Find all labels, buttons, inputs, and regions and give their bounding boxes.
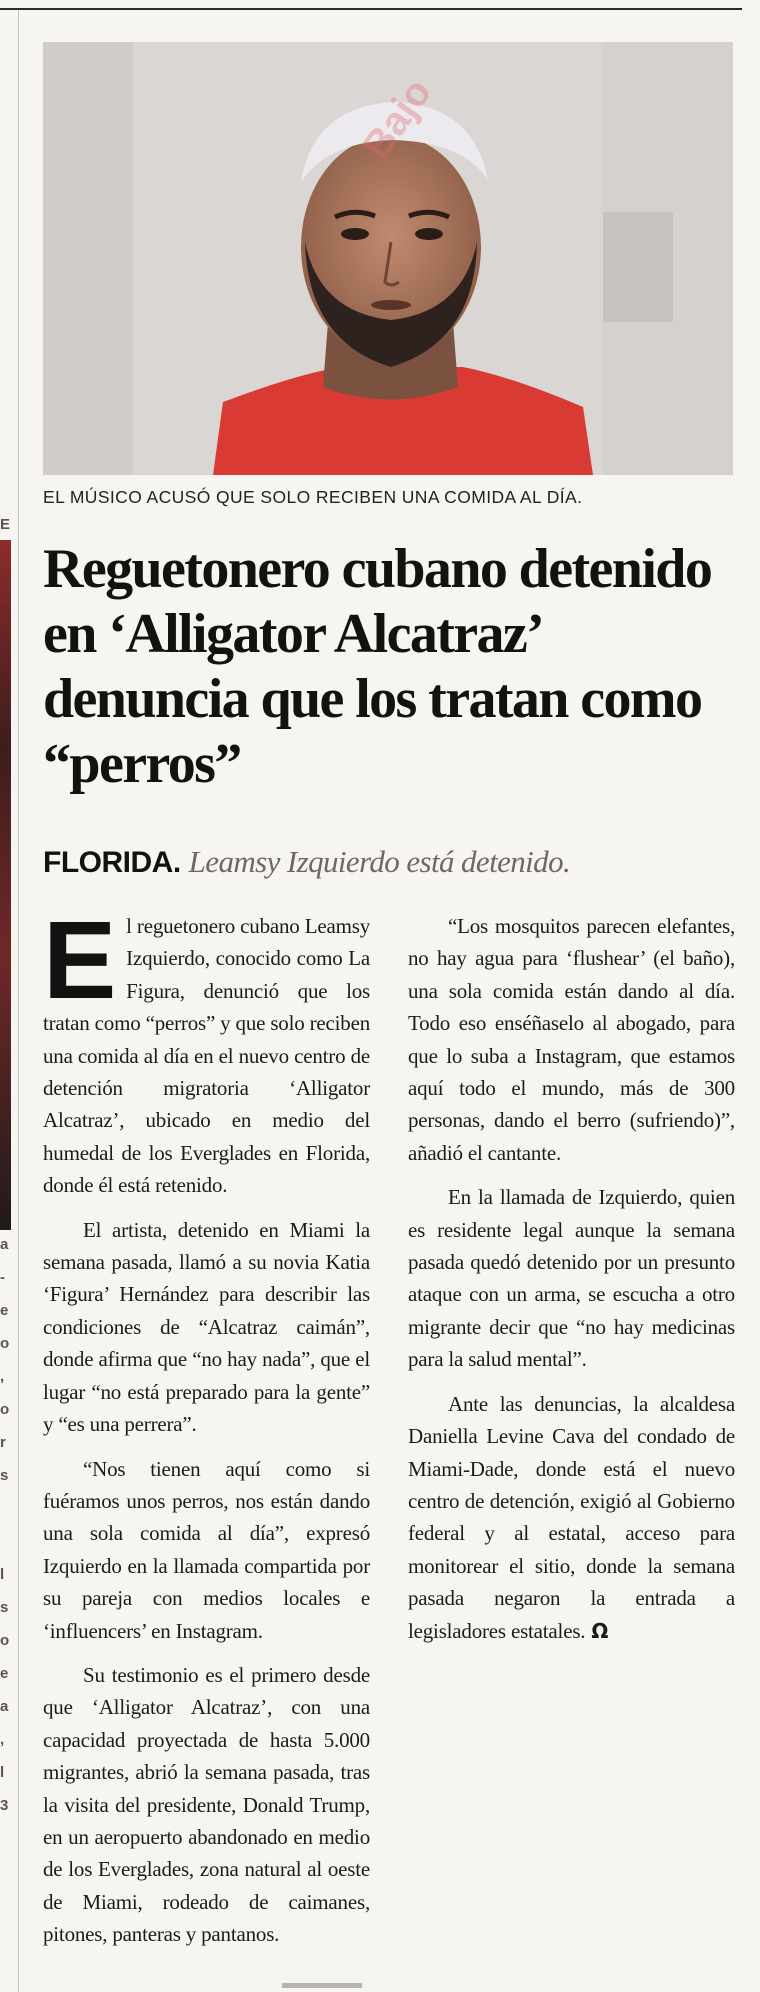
left-fragment: o <box>0 1335 10 1352</box>
adjacent-photo-strip <box>0 540 11 1230</box>
left-fragment: a <box>0 1698 9 1715</box>
paragraph-text: l reguetonero cubano Leamsy Izquierdo, conocido como La Figura, denunció que los tratan como “perros” y que solo reciben una comida al día en el nuevo centro de detención migratoria ‘Alligator Alcatraz’, ubicado en medio del humedal de los Everglades en Florida, donde él está retenido. <box>43 914 370 1198</box>
article-paragraph <box>43 899 370 1202</box>
end-mark-icon: Ω <box>591 1618 609 1643</box>
left-fragment: a <box>0 1236 9 1253</box>
mugshot-illustration <box>43 42 733 475</box>
column-divider <box>18 10 19 1992</box>
paragraph-text: Ante las denuncias, la alcaldesa Daniella Levine Cava del condado de Miami-Dade, donde está el nuevo centro de detención, exigió al Gobierno federal y al estatal, acceso para monitorear el sitio, donde la semana pasada negaron la entrada a legisladores estatales. <box>408 1391 735 1643</box>
headline: Reguetonero cubano detenido en ‘Alligator Alcatraz’ denuncia que los tratan como “perros” <box>43 538 712 795</box>
left-fragment: l <box>0 1566 5 1583</box>
left-fragment: o <box>0 1632 10 1649</box>
left-fragment: s <box>0 1599 9 1616</box>
mugshot-photo <box>43 42 733 475</box>
deck-kicker: FLORIDA. <box>43 846 181 879</box>
photo-caption: EL MÚSICO ACUSÓ QUE SOLO RECIBEN UNA COMIDA AL DÍA. <box>43 487 583 507</box>
article-paragraph: “Nos tienen aquí como si fuéramos unos perros, nos están dando una sola comida al día”, expresó Izquierdo en la llamada compartida por su pareja con medios locales e ‘influencers’ en Instagram. <box>43 1456 370 1643</box>
eye-left <box>341 228 369 240</box>
left-fragment: l <box>0 1764 5 1781</box>
left-fragment: E <box>0 516 11 533</box>
left-fragment: , <box>0 1731 5 1748</box>
deck-subtitle: Leamsy Izquierdo está detenido. <box>188 844 571 879</box>
left-fragment: e <box>0 1302 9 1319</box>
article-paragraph: “Los mosquitos parecen elefantes, no hay agua para ‘flushear’ (el baño), una sola comida están dando al día. Todo eso enséñaselo al abogado, para que lo suba a Instagram, que estamos aquí todo el mundo, más de 300 personas, dando el berro (sufriendo)”, añadió el cantante. <box>408 914 735 1165</box>
article-paragraph <box>408 1388 735 1647</box>
top-rule <box>0 8 742 10</box>
eye-right <box>415 228 443 240</box>
article-paragraph: En la llamada de Izquierdo, quien es residente legal aunque la semana pasada quedó detenido por un presunto ataque con un arma, se escucha a otro migrante decir que “no hay medicinas para la salud mental”. <box>408 1185 735 1372</box>
article-paragraph: El artista, detenido en Miami la semana pasada, llamó a su novia Katia ‘Figura’ Hernández para describir las condiciones de “Alcatraz caimán”, donde afirma que “no hay nada”, que el lugar “no está preparado para la gente” y “es una perrera”. <box>43 1217 370 1437</box>
article-body <box>43 899 735 1955</box>
deck <box>43 844 743 880</box>
drop-cap: E <box>43 899 117 1022</box>
footer-mark <box>282 1983 362 1988</box>
left-fragment: e <box>0 1665 9 1682</box>
left-fragment: - <box>0 1269 5 1286</box>
left-fragment: r <box>0 1434 6 1451</box>
watermark-text: Bajo <box>354 70 441 168</box>
article-paragraph: Su testimonio es el primero desde que ‘Alligator Alcatraz’, con una capacidad proyectada de hasta 5.000 migrantes, abrió la semana pasada, tras la visita del presidente, Donald Trump, en un aeropuerto abandonado en medio de los Everglades, zona natural al oeste de Miami, rodeado de caimanes, pitones, panteras y pantanos. <box>43 1662 370 1947</box>
left-fragment: , <box>0 1368 5 1385</box>
left-fragment: 3 <box>0 1797 9 1814</box>
left-fragment: s <box>0 1467 9 1484</box>
left-fragment: o <box>0 1401 10 1418</box>
